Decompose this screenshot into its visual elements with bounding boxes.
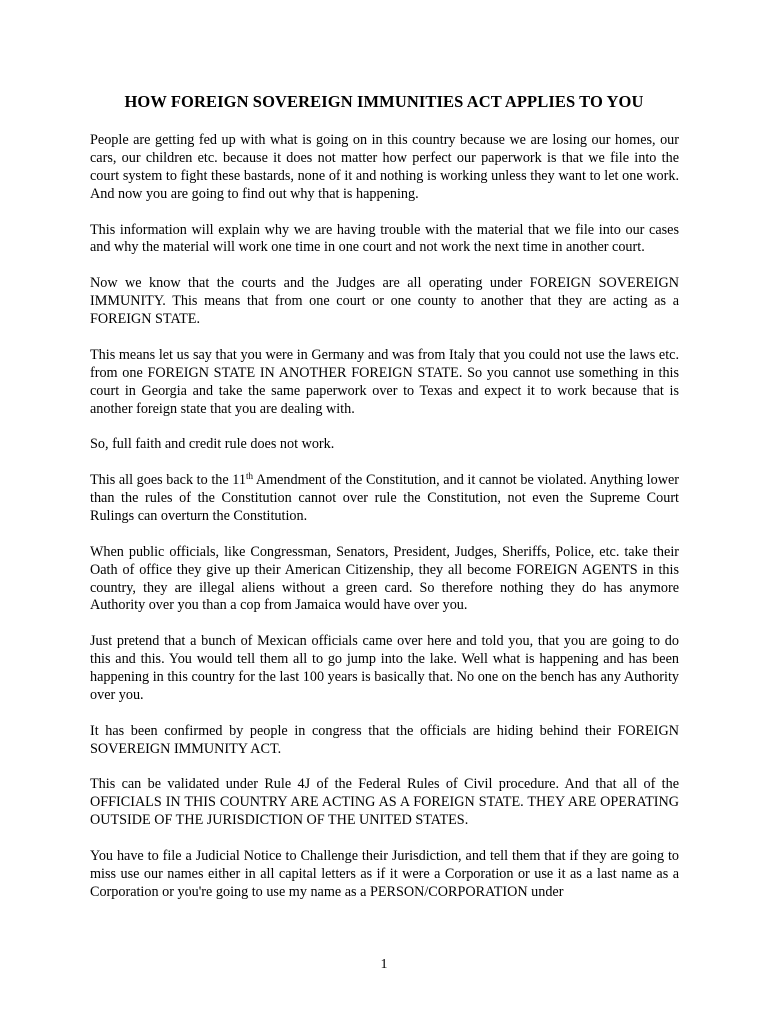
paragraph: Now we know that the courts and the Judges are all operating under FOREIGN SOVEREIGN IMMUNITY. This means that from one court or one county to another that they are acting as a FOREIGN STATE. bbox=[90, 275, 679, 328]
paragraph: This means let us say that you were in Germany and was from Italy that you could not use the laws etc. from one FOREIGN STATE IN ANOTHER FOREIGN STATE. So you cannot use something in this court in Georgia and take the same paperwork over to Texas and expect it to work because that is another foreign state that you are dealing with. bbox=[90, 346, 679, 417]
paragraph: This information will explain why we are having trouble with the material that we file into our cases and why the material will work one time in one court and not work the next time in another court. bbox=[90, 221, 679, 256]
paragraph: When public officials, like Congressman, Senators, President, Judges, Sheriffs, Police, etc. take their Oath of office they give up their American Citizenship, they all become FOREIGN AGENTS in this country, they are illegal aliens without a green card. So therefore nothing they do has anymore Authority over you than a cop from Jamaica would have over you. bbox=[90, 543, 679, 614]
amendment-paragraph bbox=[90, 472, 679, 526]
paragraph: You have to file a Judicial Notice to Challenge their Jurisdiction, and tell them that if they are going to miss use our names either in all capital letters as if it were a Corporation or use it as a last name as a Corporation or you're going to use my name as a PERSON/CORPORATION under bbox=[90, 848, 679, 900]
paragraph: People are getting fed up with what is going on in this country because we are losing our homes, our cars, our children etc. because it does not matter how perfect our paperwork is that we file into the court system to fight these bastards, none of it and nothing is working unless they want to let one work. And now you are going to find out why that is happening. bbox=[90, 132, 679, 202]
document-title: HOW FOREIGN SOVEREIGN IMMUNITIES ACT APPLIES TO YOU bbox=[124, 92, 644, 111]
document-body bbox=[90, 132, 679, 920]
page-number: 1 bbox=[380, 957, 388, 972]
paragraph: It has been confirmed by people in congress that the officials are hiding behind their FOREIGN SOVEREIGN IMMUNITY ACT. bbox=[90, 722, 679, 757]
paragraph: So, full faith and credit rule does not work. bbox=[90, 436, 335, 453]
paragraph: This can be validated under Rule 4J of the Federal Rules of Civil procedure. And that all of the OFFICIALS IN THIS COUNTRY ARE ACTING AS A FOREIGN STATE. THEY ARE OPERATING OUTSIDE OF THE JURISDICTION OF THE UNITED STATES. bbox=[90, 776, 679, 829]
paragraph: Just pretend that a bunch of Mexican officials came over here and told you, that you are going to do this and this. You would tell them all to go jump into the lake. Well what is happening and has been happening in this country for the last 100 years is basically that. No one on the bench has any Authority over you. bbox=[90, 633, 679, 703]
amendment-text-before: This all goes back to the 11 bbox=[90, 472, 246, 489]
ordinal-superscript: th bbox=[245, 471, 253, 482]
amendment-text-after: Amendment of the Constitution, and it cannot be violated. Anything lower than the rules of the Constitution cannot over rule the Constitution, not even the Supreme Court Rulings can overturn the Constitution. bbox=[90, 472, 679, 524]
